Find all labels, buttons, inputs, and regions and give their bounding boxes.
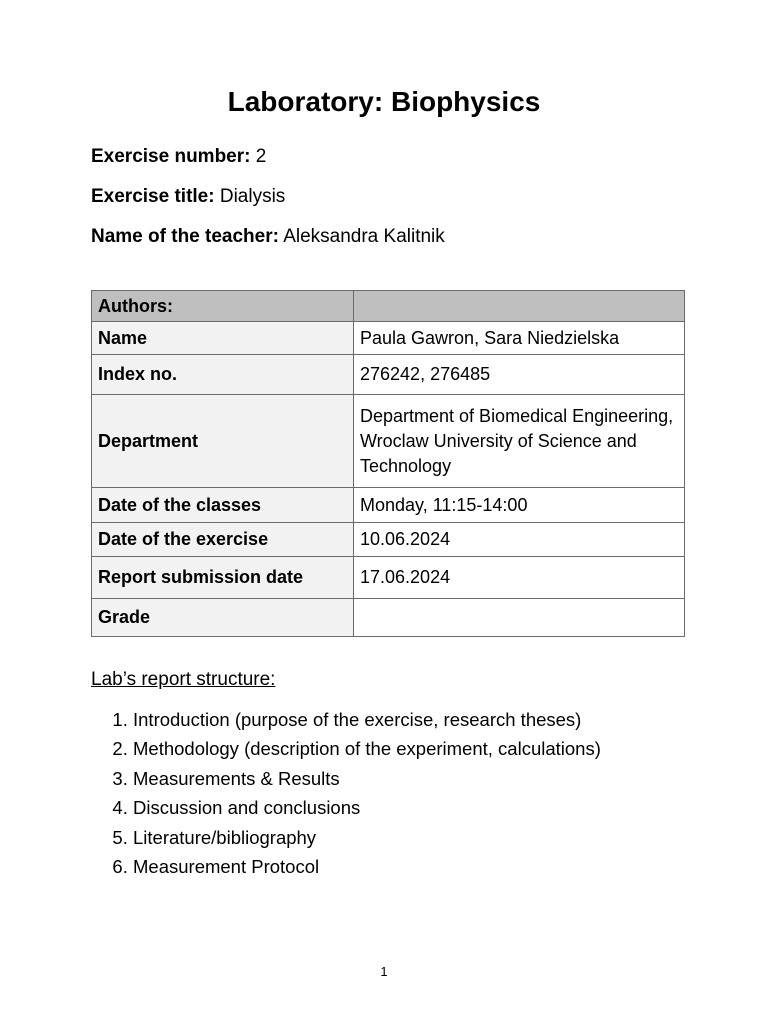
table-row [92,395,685,488]
report-structure-list [91,705,753,881]
list-item: 3. Measurements & Results [133,764,753,793]
list-item: 5. Literature/bibliography [133,823,753,852]
table-row [92,523,685,557]
list-item: 2. Methodology (description of the experiment, calculations) [133,734,753,763]
exercise-number-label: Exercise number: [91,146,251,167]
authors-header-cell: Authors: [92,291,354,322]
teacher-line [91,226,445,248]
row-label: Date of the classes [92,488,354,523]
row-label: Index no. [92,355,354,395]
exercise-number-value: 2 [255,146,267,167]
row-label: Name [92,322,354,355]
table-row [92,557,685,599]
row-label: Department [92,395,354,488]
row-value: Paula Gawron, Sara Niedzielska [354,322,685,355]
row-value: 17.06.2024 [354,557,685,599]
list-item: 1. Introduction (purpose of the exercise, research theses) [133,705,753,734]
exercise-title-label: Exercise title: [91,186,215,207]
teacher-label: Name of the teacher: [91,226,279,247]
list-item: 4. Discussion and conclusions [133,793,753,822]
row-value: Monday, 11:15-14:00 [354,488,685,523]
row-label: Date of the exercise [92,523,354,557]
row-value: Department of Biomedical Engineering, Wroclaw University of Science and Technology [354,395,685,488]
authors-header-empty-cell [354,291,685,322]
table-row [92,322,685,355]
document-title: Laboratory: Biophysics [227,86,541,117]
exercise-title-line [91,186,285,208]
exercise-title-value: Dialysis [219,186,286,207]
row-value [354,599,685,637]
table-row [92,488,685,523]
exercise-number-line [91,146,266,168]
page-number: 1 [380,964,388,979]
report-structure-heading: Lab’s report structure: [91,669,276,690]
table-header-row [92,291,685,322]
authors-table [91,290,685,637]
row-value: 276242, 276485 [354,355,685,395]
row-value: 10.06.2024 [354,523,685,557]
teacher-value: Aleksandra Kalitnik [283,226,445,247]
row-label: Grade [92,599,354,637]
list-item: 6. Measurement Protocol [133,852,753,881]
table-row [92,599,685,637]
table-row [92,355,685,395]
row-label: Report submission date [92,557,354,599]
